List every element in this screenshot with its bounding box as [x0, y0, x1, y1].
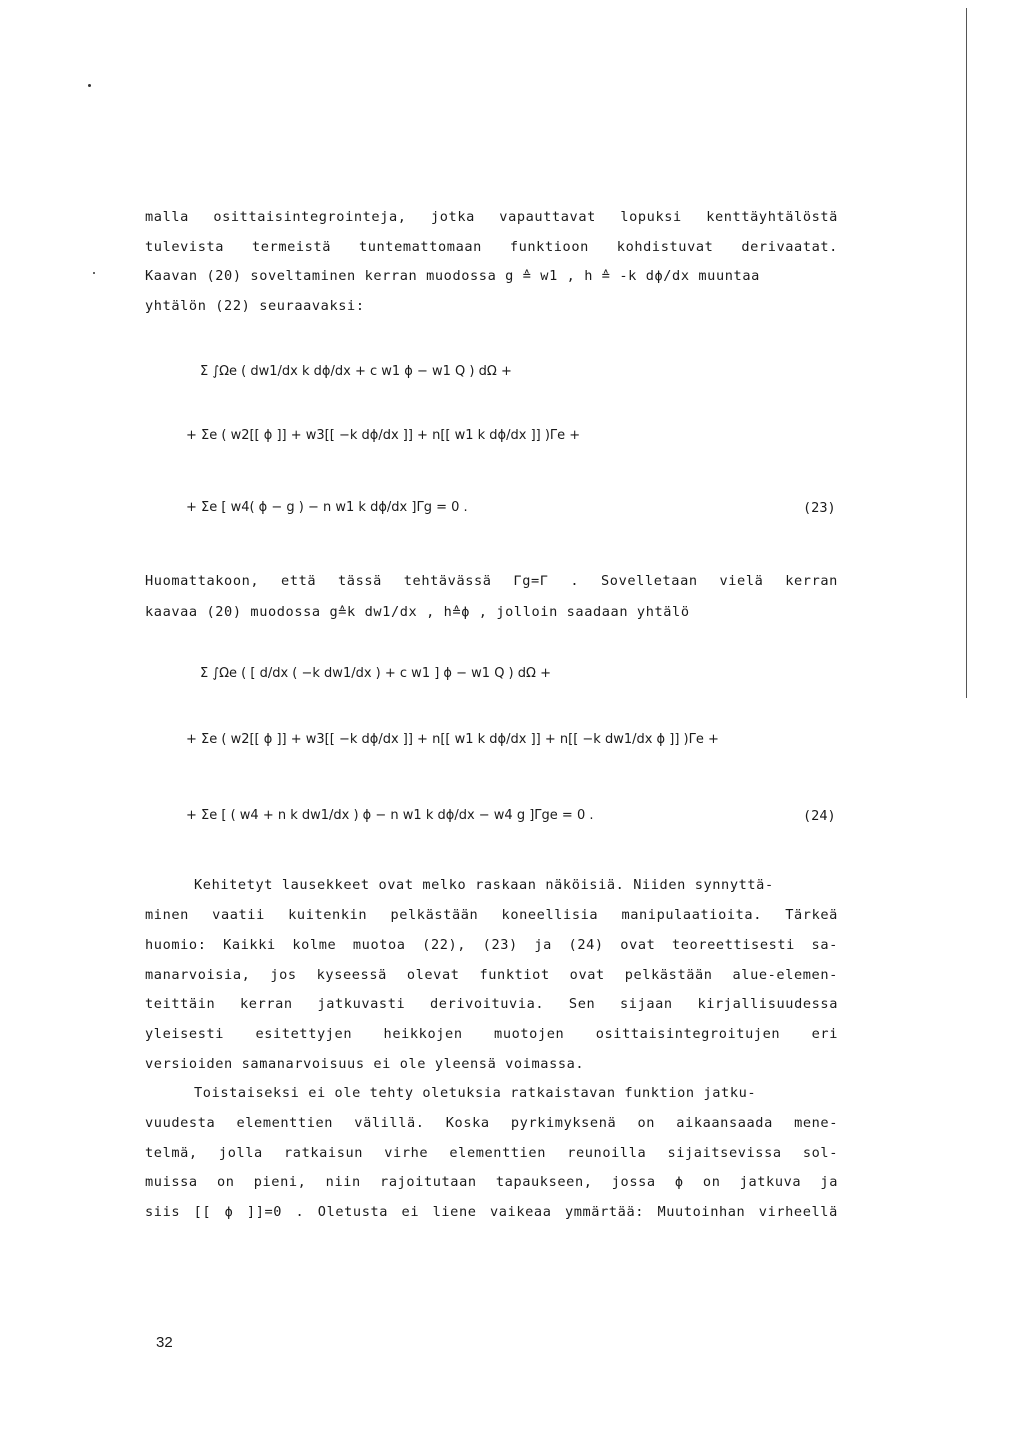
paragraph-4-line-1: Toistaiseksi ei ole tehty oletuksia ratkaistavan funktion jatku-	[194, 1085, 757, 1101]
scan-speck	[88, 84, 91, 87]
paragraph-3-line-5: teittäin kerran jatkuvasti derivoituvia. Sen sijaan kirjallisuudessa	[145, 996, 838, 1012]
paragraph-4-line-5: siis [[ ϕ ]]=0 . Oletusta ei liene vaikeaa ymmärtää: Muutoinhan virheellä	[145, 1204, 838, 1220]
page-number: 32	[156, 1334, 173, 1351]
paragraph-3-line-4: manarvoisia, jos kyseessä olevat funktiot ovat pelkästään alue-elemen-	[145, 967, 838, 983]
paragraph-4-line-2: vuudesta elementtien välillä. Koska pyrkimyksenä on aikaansaada mene-	[145, 1115, 838, 1131]
margin-rule	[966, 8, 967, 698]
paragraph-2-line-2: kaavaa (20) muodossa g≙k dw1/dx , h≙ϕ , jolloin saadaan yhtälö	[145, 604, 690, 620]
paragraph-4-line-4: muissa on pieni, niin rajoitutaan tapaukseen, jossa ϕ on jatkuva ja	[145, 1174, 838, 1190]
paragraph-3-line-7: versioiden samanarvoisuus ei ole yleensä voimassa.	[145, 1056, 585, 1072]
equation-24-line-3: + Σe [ ( w4 + n k dw1/dx ) ϕ − n w1 k dϕ/dx − w4 g ]Γge = 0 .	[186, 808, 594, 823]
equation-23-line-3: + Σe [ w4( ϕ − g ) − n w1 k dϕ/dx ]Γg = 0 .	[186, 500, 468, 515]
equation-23-line-2: + Σe ( w2[[ ϕ ]] + w3[[ −k dϕ/dx ]] + n[[ w1 k dϕ/dx ]] )Γe +	[186, 428, 581, 443]
scan-speck	[93, 272, 95, 274]
equation-23-number: (23)	[803, 500, 836, 516]
equation-24-number: (24)	[803, 808, 836, 824]
equation-23-line-1: Σ ∫Ωe ( dw1/dx k dϕ/dx + c w1 ϕ − w1 Q ) dΩ +	[200, 364, 512, 379]
paragraph-3-line-2: minen vaatii kuitenkin pelkästään koneellisia manipulaatioita. Tärkeä	[145, 907, 838, 923]
paragraph-3-line-6: yleisesti esitettyjen heikkojen muotojen osittaisintegroitujen eri	[145, 1026, 838, 1042]
paragraph-3-line-3: huomio: Kaikki kolme muotoa (22), (23) ja (24) ovat teoreettisesti sa-	[145, 937, 838, 953]
equation-24-line-2: + Σe ( w2[[ ϕ ]] + w3[[ −k dϕ/dx ]] + n[[ w1 k dϕ/dx ]] + n[[ −k dw1/dx ϕ ]] )Γe +	[186, 732, 719, 747]
paragraph-3-line-1: Kehitetyt lausekkeet ovat melko raskaan näköisiä. Niiden synnyttä-	[194, 877, 774, 893]
equation-24-line-1: Σ ∫Ωe ( [ d/dx ( −k dw1/dx ) + c w1 ] ϕ − w1 Q ) dΩ +	[200, 666, 551, 681]
paragraph-4-line-3: telmä, jolla ratkaisun virhe elementtien reunoilla sijaitsevissa sol-	[145, 1145, 838, 1161]
paragraph-2-line-1: Huomattakoon, että tässä tehtävässä Γg=Γ . Sovelletaan vielä kerran	[145, 573, 838, 589]
paragraph-1-line-2: tulevista termeistä tuntemattomaan funktioon kohdistuvat derivaatat.	[145, 239, 838, 255]
paragraph-1-line-3: Kaavan (20) soveltaminen kerran muodossa g ≙ w1 , h ≙ -k dϕ/dx muuntaa	[145, 268, 760, 284]
paragraph-1-line-1: malla osittaisintegrointeja, jotka vapauttavat lopuksi kenttäyhtälöstä	[145, 209, 838, 225]
paragraph-1-line-4: yhtälön (22) seuraavaksi:	[145, 298, 365, 314]
